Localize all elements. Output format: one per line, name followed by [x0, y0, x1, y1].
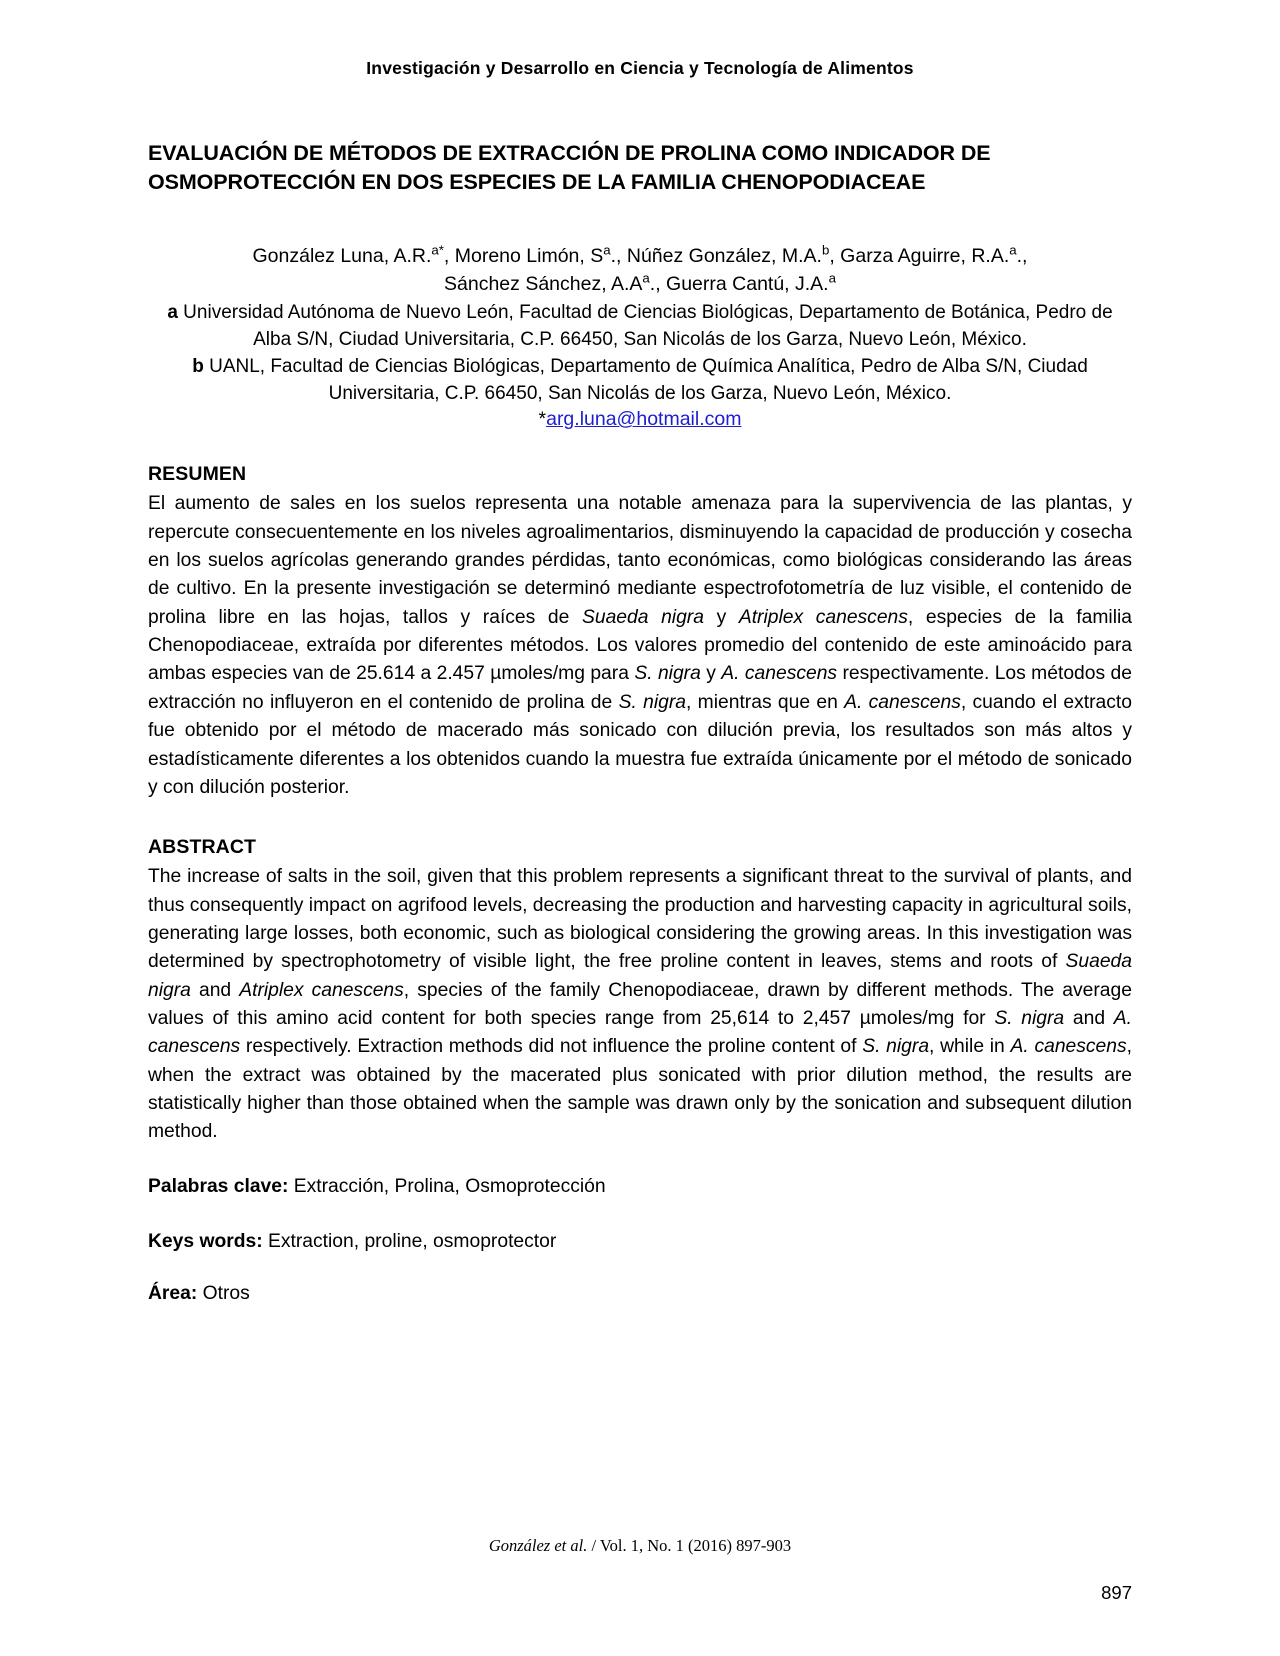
keywords-spanish: [148, 1173, 1132, 1202]
footer-reference-name: González et al.: [488, 1536, 588, 1555]
author-name-5: Sánchez Sánchez, A.A: [444, 272, 643, 295]
author-name-3: ., Núñez González, M.A.: [610, 245, 822, 268]
author-name-4: , Garza Aguirre, R.A.: [829, 245, 1010, 268]
affiliation-b-marker: b: [192, 356, 204, 378]
keywords-spanish-label: Palabras clave:: [148, 1175, 289, 1197]
author-sup-4: a: [1009, 242, 1017, 258]
running-head: Investigación y Desarrollo en Ciencia y Tecnología de Alimentos: [366, 58, 914, 78]
keywords-english-label: Keys words:: [148, 1230, 263, 1252]
keywords-spanish-value: Extracción, Prolina, Osmoprotección: [288, 1175, 606, 1197]
area-label: Área:: [148, 1282, 198, 1304]
authors-line-2: [148, 271, 1132, 299]
author-sup-3: b: [821, 242, 830, 258]
abstract-block: [148, 836, 1132, 1147]
resumen-heading: RESUMEN: [148, 463, 247, 486]
abstract-text: The increase of salts in the soil, given that this problem represents a significant threat to the survival of plants, and thus consequently impact on agrifood levels, decreasing the production and harvesting capacity in agricultural soils, generating large losses, both economic, such as biological considering the growing areas. In this investigation was determined by spectrophotometry of visible light, the free proline content in leaves, stems and roots of Suaeda nigra and Atriplex canescens, species of the family Chenopodiaceae, drawn by different methods. The average values of this amino acid content for both species range from 25,614 to 2,457 µmoles/mg for S. nigra and A. canescens respectively. Extraction methods did not influence the proline content of S. nigra, while in A. canescens, when the extract was obtained by the macerated plus sonicated with prior dilution method, the results are statistically higher than those obtained when the sample was drawn only by the sonication and subsequent dilution method.: [148, 866, 1132, 1143]
corresponding-email-line: [148, 408, 1132, 431]
authors-line-1: [148, 243, 1132, 271]
email-asterisk: *: [538, 408, 547, 431]
area-line: [148, 1283, 1132, 1305]
affiliation-b-text: UANL, Facultad de Ciencias Biológicas, Departamento de Química Analítica, Pedro de Alba S/N, Ciudad Universitaria, C.P. 66450, San Nicolás de los Garza, Nuevo León, México.: [203, 356, 1088, 405]
footer-reference-detail: / Vol. 1, No. 1 (2016) 897-903: [587, 1536, 792, 1555]
affiliation-a-marker: a: [167, 302, 178, 324]
area-value: Otros: [197, 1282, 250, 1304]
author-name-1: González Luna, A.R.: [252, 245, 432, 268]
author-sup-2: a: [603, 242, 611, 258]
affiliations-block: [148, 300, 1132, 408]
authors-block: [148, 243, 1132, 298]
resumen-text: El aumento de sales en los suelos representa una notable amenaza para la supervivencia de las plantas, y repercute consecuentemente en los niveles agroalimentarios, disminuyendo la capacidad de producción y cosecha en los suelos agrícolas generando grandes pérdidas, tanto económicas, como biológicas considerando las áreas de cultivo. En la presente investigación se determinó mediante espectrofotometría de luz visible, el contenido de prolina libre en las hojas, tallos y raíces de Suaeda nigra y Atriplex canescens, especies de la familia Chenopodiaceae, extraída por diferentes métodos. Los valores promedio del contenido de este aminoácido para ambas especies van de 25.614 a 2.457 µmoles/mg para S. nigra y A. canescens respectivamente. Los métodos de extracción no influyeron en el contenido de prolina de S. nigra, mientras que en A. canescens, cuando el extracto fue obtenido por el método de macerado más sonicado con dilución previa, los resultados son más altos y estadísticamente diferentes a los obtenidos cuando la muestra fue extraída únicamente por el método de sonicado y con dilución posterior.: [148, 493, 1132, 798]
author-sup-5: a: [642, 270, 650, 286]
keywords-english: [148, 1228, 1132, 1257]
abstract-heading: ABSTRACT: [148, 836, 257, 859]
author-name-6: ., Guerra Cantú, J.A.: [649, 272, 829, 295]
page-title: EVALUACIÓN DE MÉTODOS DE EXTRACCIÓN DE PROLINA COMO INDICADOR DE OSMOPROTECCIÓN EN DOS ESPECIES DE LA FAMILIA CHENOPODIACEAE: [148, 141, 991, 195]
affiliation-a-text: Universidad Autónoma de Nuevo León, Facultad de Ciencias Biológicas, Departamento de Botánica, Pedro de Alba S/N, Ciudad Universitaria, C.P. 66450, San Nicolás de los Garza, Nuevo León, México.: [177, 302, 1113, 351]
affiliation-b: [148, 354, 1132, 408]
author-sep-1: .,: [1016, 245, 1028, 268]
page-number: 897: [1101, 1582, 1132, 1603]
author-name-2: , Moreno Limón, S: [443, 245, 604, 268]
page-footer: [0, 1536, 1280, 1556]
corresponding-email-link[interactable]: arg.luna@hotmail.com: [546, 408, 742, 431]
affiliation-a: [148, 300, 1132, 354]
author-sup-6: a: [828, 270, 836, 286]
author-sup-1: a*: [431, 242, 444, 258]
keywords-english-value: Extraction, proline, osmoprotector: [262, 1230, 557, 1252]
